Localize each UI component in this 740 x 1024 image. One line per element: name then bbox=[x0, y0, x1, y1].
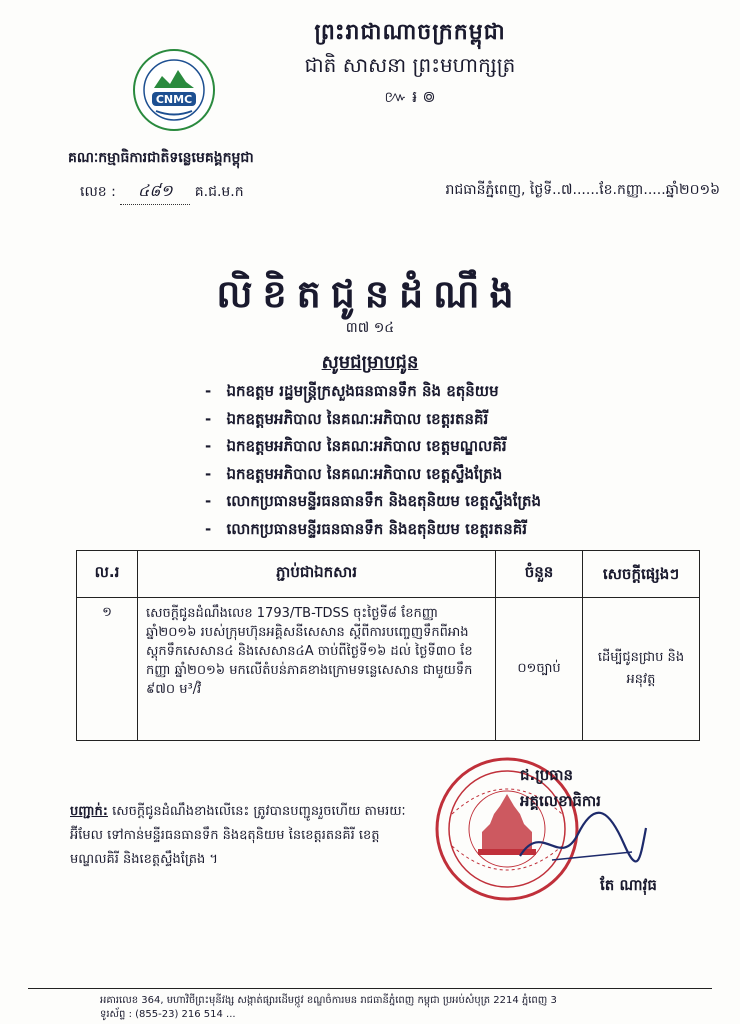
col-header-document: ភ្ជាប់ជាឯកសារ bbox=[138, 551, 496, 598]
recipient-item: - លោកប្រធានមន្ទីរធនធានទឹក និងឧតុនិយម ខេត្តស្ទឹងត្រែង bbox=[205, 488, 541, 516]
cnmc-logo bbox=[132, 48, 216, 132]
signatory-role-1: ជ.ប្រធាន bbox=[520, 766, 574, 784]
cell-remarks: ដើម្បីជូនជ្រាប និងអនុវត្ត bbox=[583, 598, 700, 741]
committee-name: គណៈកម្មាធិការជាតិទន្លេមេគង្គកម្ពុជា bbox=[68, 150, 254, 166]
logo-text: CNMC bbox=[155, 93, 193, 106]
ref-suffix: គ.ជ.ម.ក bbox=[194, 184, 244, 200]
recipients-list bbox=[205, 378, 541, 543]
recipient-item: - ឯកឧត្តមអភិបាល នៃគណៈអភិបាល ខេត្តស្ទឹងត្រែង bbox=[205, 461, 541, 489]
footer-divider bbox=[28, 988, 712, 989]
signatory-name: តែ ណាវុធ bbox=[600, 876, 657, 894]
footer-address-line: អគារលេខ 364, មហាវិថីព្រះមុនីវង្ស សង្កាត់ផ្សារដើមថ្កូវ ខណ្ឌចំការមន រាជធានីភ្នំពេញ កម្ពុជា ប្រអប់សំបុត្រ 2214 ភ្នំពេញ 3 bbox=[100, 995, 557, 1006]
ornament: ៚ ៛ ៙ bbox=[384, 87, 436, 106]
recipient-item: - លោកប្រធានមន្ទីរធនធានទឹក និងឧតុនិយម ខេត្តរតនគិរី bbox=[205, 516, 541, 544]
recipients-heading: សូមជម្រាបជូន bbox=[321, 352, 419, 373]
document-title: លិខិតជូនដំណឹង bbox=[216, 272, 524, 316]
signatory-role-2: អគ្គលេខាធិការ bbox=[520, 792, 601, 810]
date-line: រាជធានីភ្នំពេញ, ថ្ងៃទី..៧......ខែ.កញ្ញា.....ឆ្នាំ២០១៦ bbox=[445, 182, 720, 198]
table-header-row bbox=[77, 551, 700, 598]
letterhead-kingdom bbox=[260, 18, 560, 110]
reference-row bbox=[80, 180, 244, 205]
table-row bbox=[77, 598, 700, 741]
title-subnumber: ៣៧ ១៤ bbox=[345, 320, 395, 336]
recipient-item: - ឯកឧត្តម រដ្ឋមន្ត្រីក្រសួងធនធានទឹក និង ឧតុនិយម bbox=[205, 378, 541, 406]
footer-phone-line: ទូរស័ព្ទ : (855-23) 216 514 ... bbox=[100, 1009, 236, 1020]
note-label: បញ្ជាក់: bbox=[70, 804, 108, 819]
recipient-item: - ឯកឧត្តមអភិបាល នៃគណៈអភិបាល ខេត្តមណ្ឌលគិរី bbox=[205, 433, 541, 461]
col-header-remarks: សេចក្តីផ្សេងៗ bbox=[583, 551, 700, 598]
ref-label: លេខ : bbox=[80, 184, 116, 200]
cell-document: សេចក្តីជូនដំណឹងលេខ 1793/TB-TDSS ចុះថ្ងៃទី៨ ខែកញ្ញា ឆ្នាំ២០១៦ របស់ក្រុមហ៊ុនអគ្គិសនីសេសាន ស្តីពីការបញ្ចេញទឹកពីអាងស្តុកទឹកសេសាន៤ និងសេសាន៤A ចាប់ពីថ្ងៃទី១៦ ដល់ ថ្ងៃទី៣០ ខែកញ្ញា ឆ្នាំ២០១៦ មកលើតំបន់ភាគខាងក្រោមទន្លេសេសាន ជាមួយទឹក ៩៧០ ម³/វិ bbox=[138, 598, 496, 741]
note-block bbox=[70, 800, 410, 872]
cell-number: ១ bbox=[77, 598, 138, 741]
cell-quantity: ០១ច្បាប់ bbox=[496, 598, 583, 741]
note-text: សេចក្តីជូនដំណឹងខាងលើនេះ ត្រូវបានបញ្ជូនរួចហើយ តាមរយៈអ៊ីមែល ទៅកាន់មន្ទីរធនធានទឹក និងឧតុនិយម នៃខេត្តរតនគិរី ខេត្តមណ្ឌលគិរី និងខេត្តស្ទឹងត្រែង ។ bbox=[70, 804, 406, 867]
attachments-table bbox=[76, 550, 700, 741]
col-header-number: ល.រ bbox=[77, 551, 138, 598]
col-header-quantity: ចំនួន bbox=[496, 551, 583, 598]
national-motto: ជាតិ សាសនា ព្រះមហាក្សត្រ bbox=[304, 53, 516, 77]
kingdom-title: ព្រះរាជាណាចក្រកម្ពុជា bbox=[314, 20, 506, 45]
footer-address bbox=[100, 994, 557, 1022]
recipient-item: - ឯកឧត្តមអភិបាល នៃគណៈអភិបាល ខេត្តរតនគិរី bbox=[205, 406, 541, 434]
ref-number: ៤៨១ bbox=[120, 180, 190, 205]
handwritten-signature bbox=[512, 800, 652, 880]
